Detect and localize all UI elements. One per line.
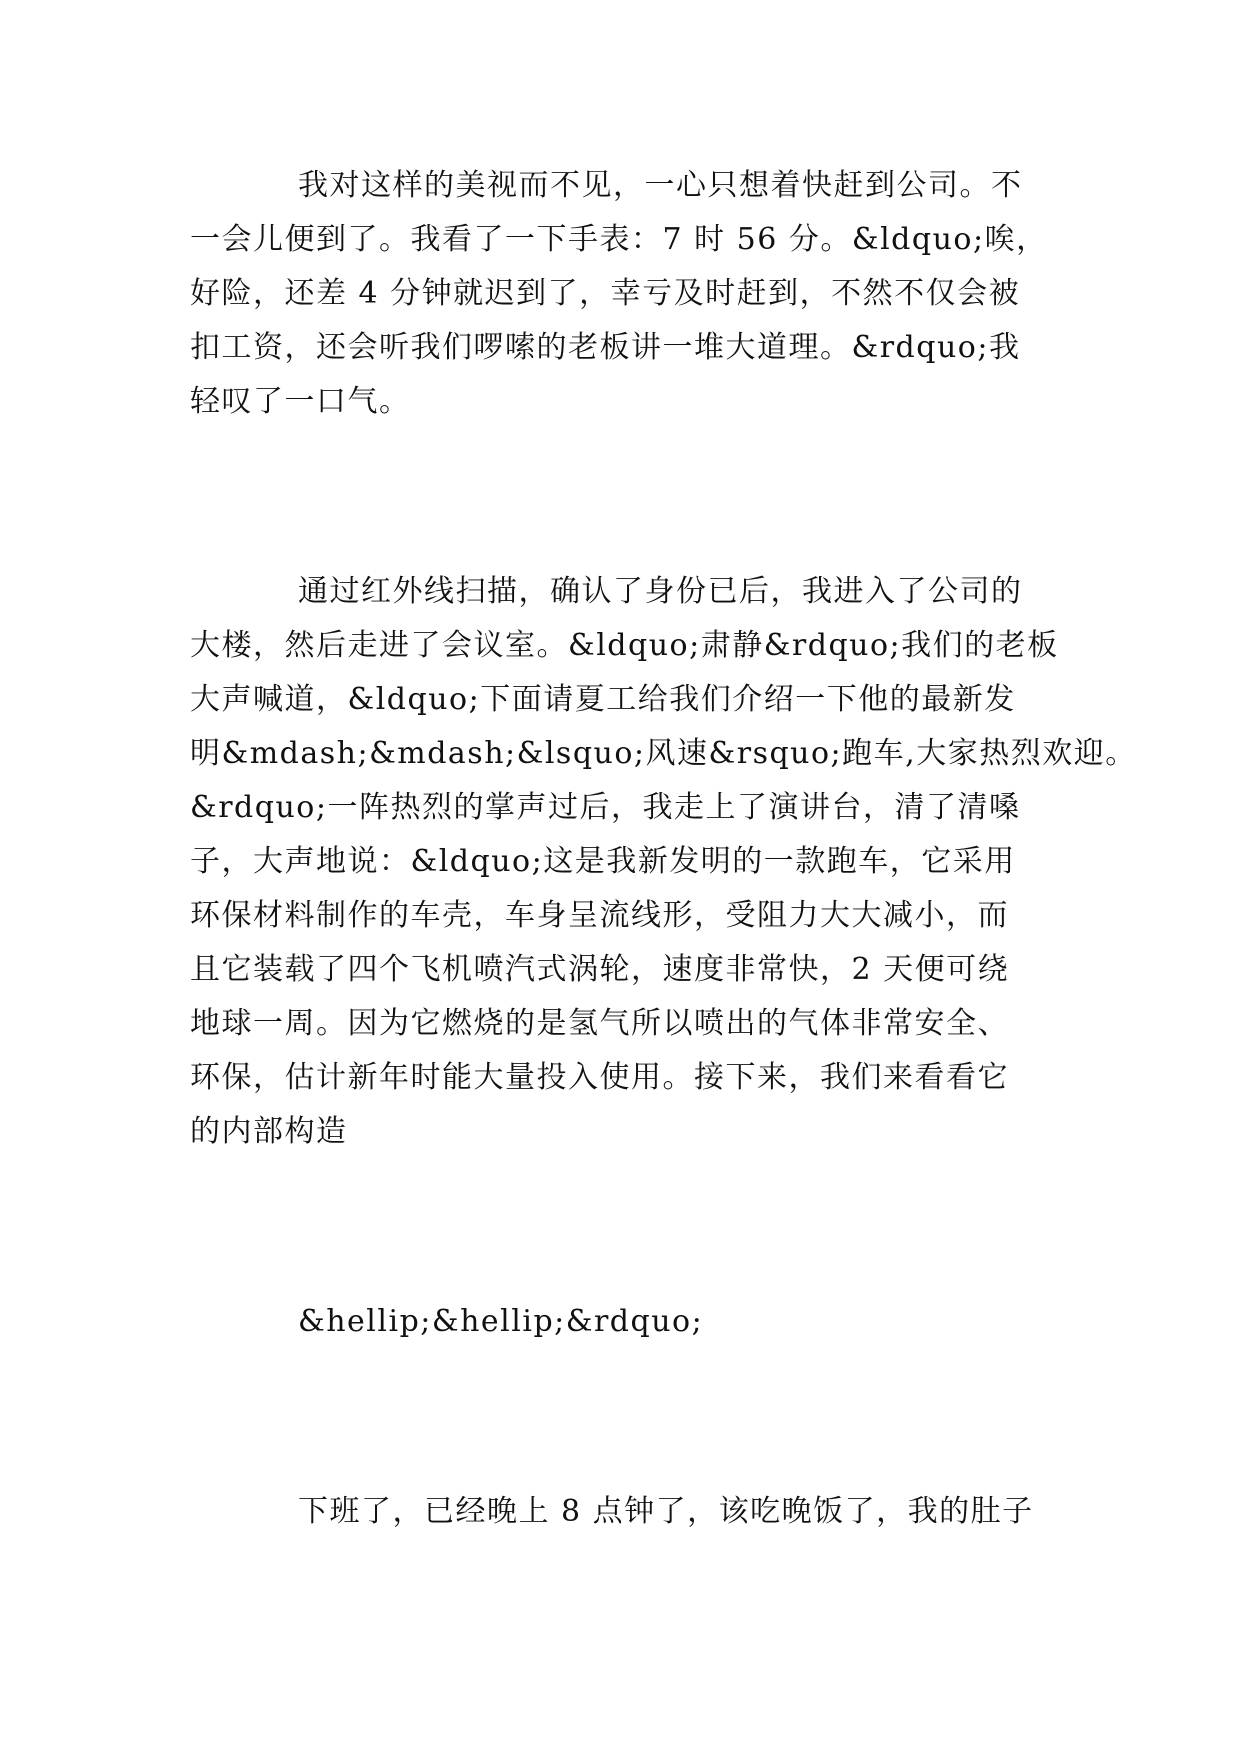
text-line: 子，大声地说：&ldquo;这是我新发明的一款跑车，它采用: [190, 844, 1016, 879]
text-line: 环保，估计新年时能大量投入使用。接下来，我们来看看它: [190, 1060, 1009, 1095]
text-line: 一会儿便到了。我看了一下手表：7 时 56 分。&ldquo;唉，: [190, 222, 1048, 257]
text-line: 扣工资，还会听我们啰嗦的老板讲一堆大道理。&rdquo;我: [190, 330, 1021, 365]
text-line: 地球一周。因为它燃烧的是氢气所以喷出的气体非常安全、: [190, 1006, 1009, 1041]
text-line: &hellip;&hellip;&rdquo;: [298, 1304, 704, 1339]
text-line: 好险，还差 4 分钟就迟到了，幸亏及时赶到，不然不仅会被: [190, 276, 1021, 311]
text-line: 明&mdash;&mdash;&lsquo;风速&rsquo;跑车,大家热烈欢迎。: [190, 736, 1137, 771]
text-line: 且它装载了四个飞机喷汽式涡轮，速度非常快，2 天便可绕: [190, 952, 1010, 987]
text-line: 的内部构造: [190, 1114, 348, 1149]
text-line: 环保材料制作的车壳，车身呈流线形，受阻力大大减小，而: [190, 898, 1009, 933]
text-line: 我对这样的美视而不见，一心只想着快赶到公司。不: [298, 168, 1023, 203]
text-line: 轻叹了一口气。: [190, 384, 411, 419]
text-line: 大楼，然后走进了会议室。&ldquo;肃静&rdquo;我们的老板: [190, 628, 1059, 663]
text-line: 下班了，已经晚上 8 点钟了，该吃晚饭了，我的肚子: [298, 1494, 1034, 1529]
text-line: &rdquo;一阵热烈的掌声过后，我走上了演讲台，清了清嗓: [190, 790, 1021, 825]
text-line: 通过红外线扫描，确认了身份已后，我进入了公司的: [298, 574, 1023, 609]
text-line: 大声喊道，&ldquo;下面请夏工给我们介绍一下他的最新发: [190, 682, 1016, 717]
